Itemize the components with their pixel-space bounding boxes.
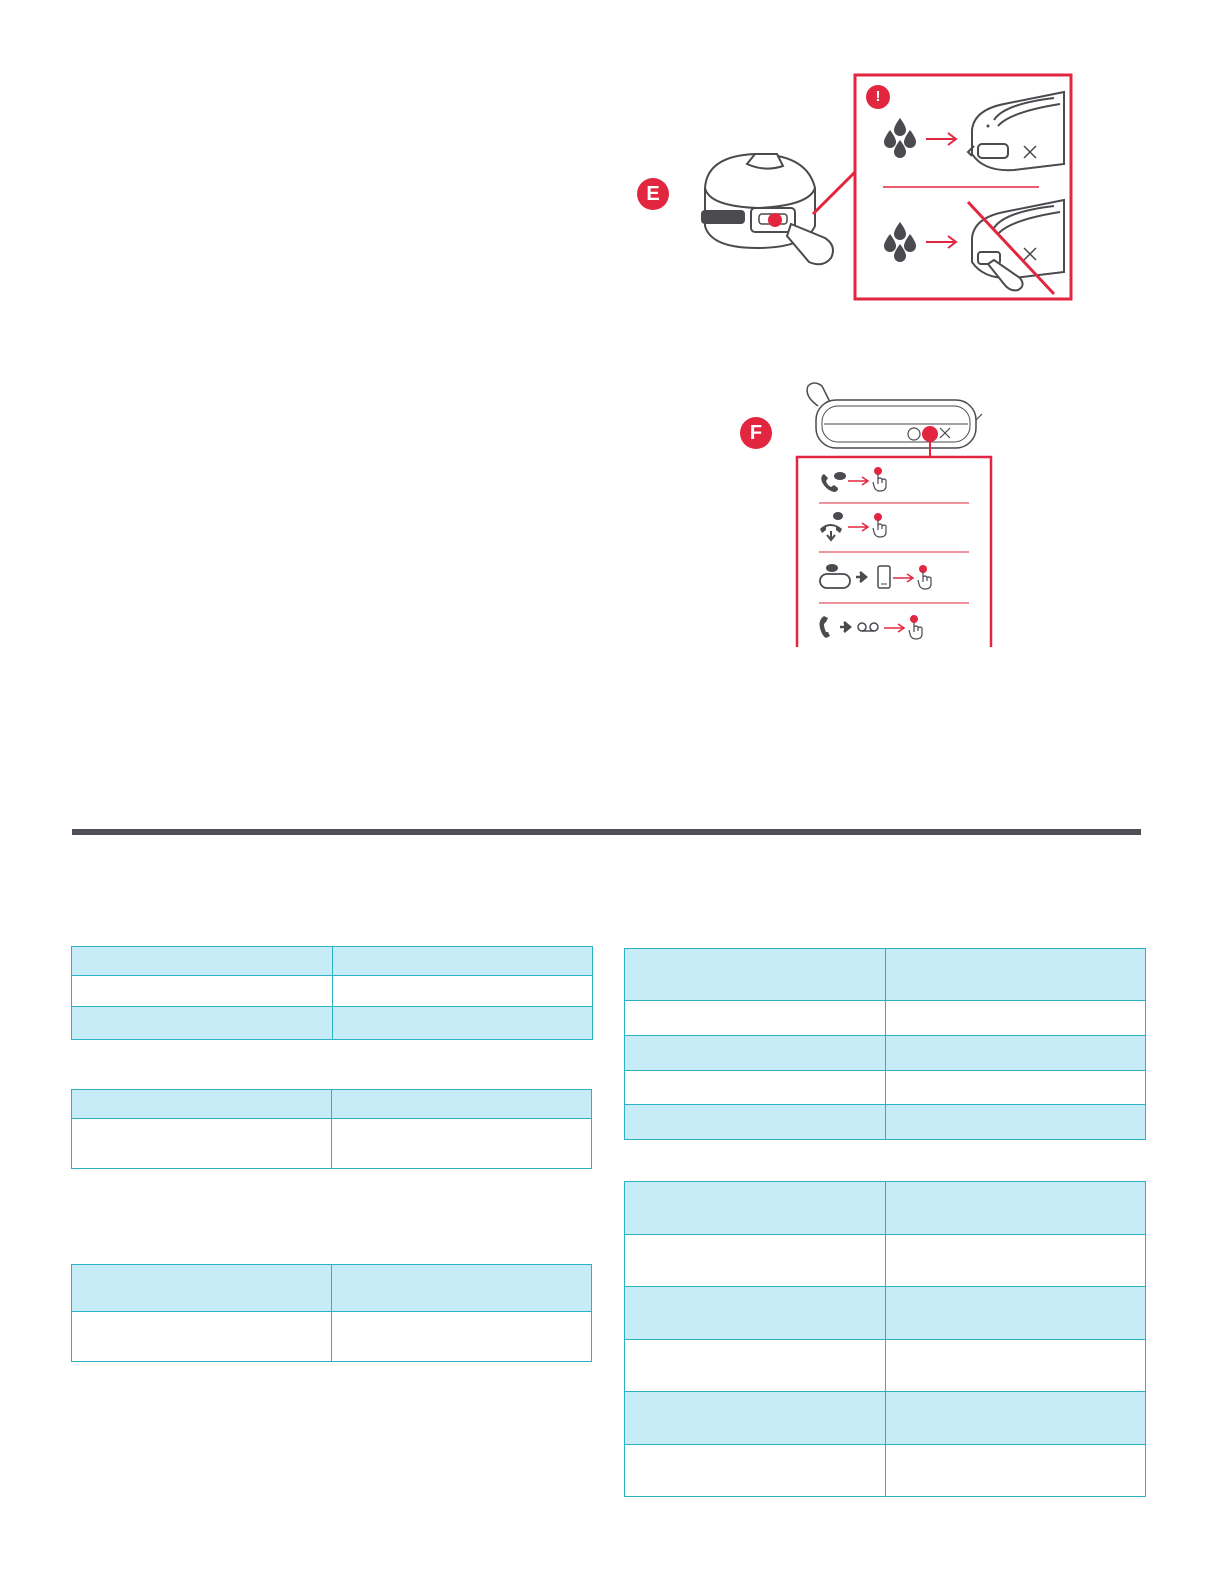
table-cell (72, 1090, 332, 1119)
table-row (625, 1001, 1146, 1036)
table-cell (885, 949, 1146, 1001)
arrow-right-icon (926, 235, 958, 249)
spec-table-3 (71, 1264, 592, 1362)
table-row (72, 1312, 592, 1362)
end-call-icon (818, 511, 848, 543)
table-cell (625, 1287, 886, 1340)
table-cell (625, 1445, 886, 1497)
table-row (625, 1071, 1146, 1105)
table-cell (625, 1036, 886, 1071)
table-cell (885, 1105, 1146, 1140)
table-cell (72, 1007, 333, 1040)
voicemail-icon (818, 614, 882, 640)
tap-finger-icon (870, 512, 890, 538)
spec-table-4 (624, 948, 1146, 1140)
table-cell (885, 1001, 1146, 1036)
table-cell (885, 1071, 1146, 1105)
table-cell (332, 976, 593, 1007)
table-row (625, 1392, 1146, 1445)
table-row (625, 1235, 1146, 1287)
charging-case-illustration (695, 148, 855, 270)
water-drops-icon (882, 222, 918, 264)
arrow-right-icon (848, 522, 870, 532)
table-row (72, 947, 593, 976)
spec-table-5 (624, 1181, 1146, 1497)
tap-finger-icon (906, 614, 926, 640)
table-cell (885, 1445, 1146, 1497)
spec-table-1 (71, 946, 593, 1040)
table-cell (885, 1182, 1146, 1235)
table-cell (332, 1090, 592, 1119)
table-cell (625, 1182, 886, 1235)
table-row (72, 1007, 593, 1040)
arrow-right-icon (848, 476, 870, 486)
figure-e-badge: E (637, 178, 669, 210)
earpiece-icon (964, 198, 1070, 298)
table-cell (885, 1235, 1146, 1287)
table-cell (625, 1235, 886, 1287)
table-cell (885, 1036, 1146, 1071)
table-cell (625, 1340, 886, 1392)
figure-f-badge: F (740, 417, 772, 449)
table-cell (625, 1001, 886, 1036)
table-cell (332, 1312, 592, 1362)
table-row (72, 976, 593, 1007)
table-cell (72, 976, 333, 1007)
tap-finger-icon (915, 564, 935, 590)
table-row (72, 1090, 592, 1119)
arrow-right-icon (884, 623, 906, 633)
incoming-call-icon (818, 470, 848, 494)
section-divider (72, 829, 1141, 835)
table-cell (72, 1312, 332, 1362)
table-cell (885, 1392, 1146, 1445)
table-cell (625, 1105, 886, 1140)
tap-finger-icon (870, 466, 890, 492)
table-cell (332, 1265, 592, 1312)
earpiece-icon (964, 90, 1070, 180)
table-row (625, 1105, 1146, 1140)
table-row (625, 1445, 1146, 1497)
table-row (72, 1265, 592, 1312)
table-cell (625, 1071, 886, 1105)
arrow-right-icon (893, 573, 915, 583)
table-row (625, 949, 1146, 1001)
table-row (72, 1119, 592, 1169)
water-drops-icon (882, 118, 918, 160)
table-row (625, 1340, 1146, 1392)
table-cell (885, 1340, 1146, 1392)
table-cell (72, 1265, 332, 1312)
table-cell (72, 1119, 332, 1169)
table-cell (332, 947, 593, 976)
spec-table-2 (71, 1089, 592, 1169)
table-cell (625, 949, 886, 1001)
table-cell (625, 1392, 886, 1445)
table-cell (332, 1007, 593, 1040)
table-cell (332, 1119, 592, 1169)
table-row (625, 1287, 1146, 1340)
table-cell (885, 1287, 1146, 1340)
warning-badge: ! (866, 85, 890, 109)
arrow-right-icon (926, 132, 958, 146)
headset-to-phone-icon (816, 562, 892, 592)
table-row (625, 1182, 1146, 1235)
table-cell (72, 947, 333, 976)
table-row (625, 1036, 1146, 1071)
earpiece-top-view-illustration (800, 380, 990, 458)
